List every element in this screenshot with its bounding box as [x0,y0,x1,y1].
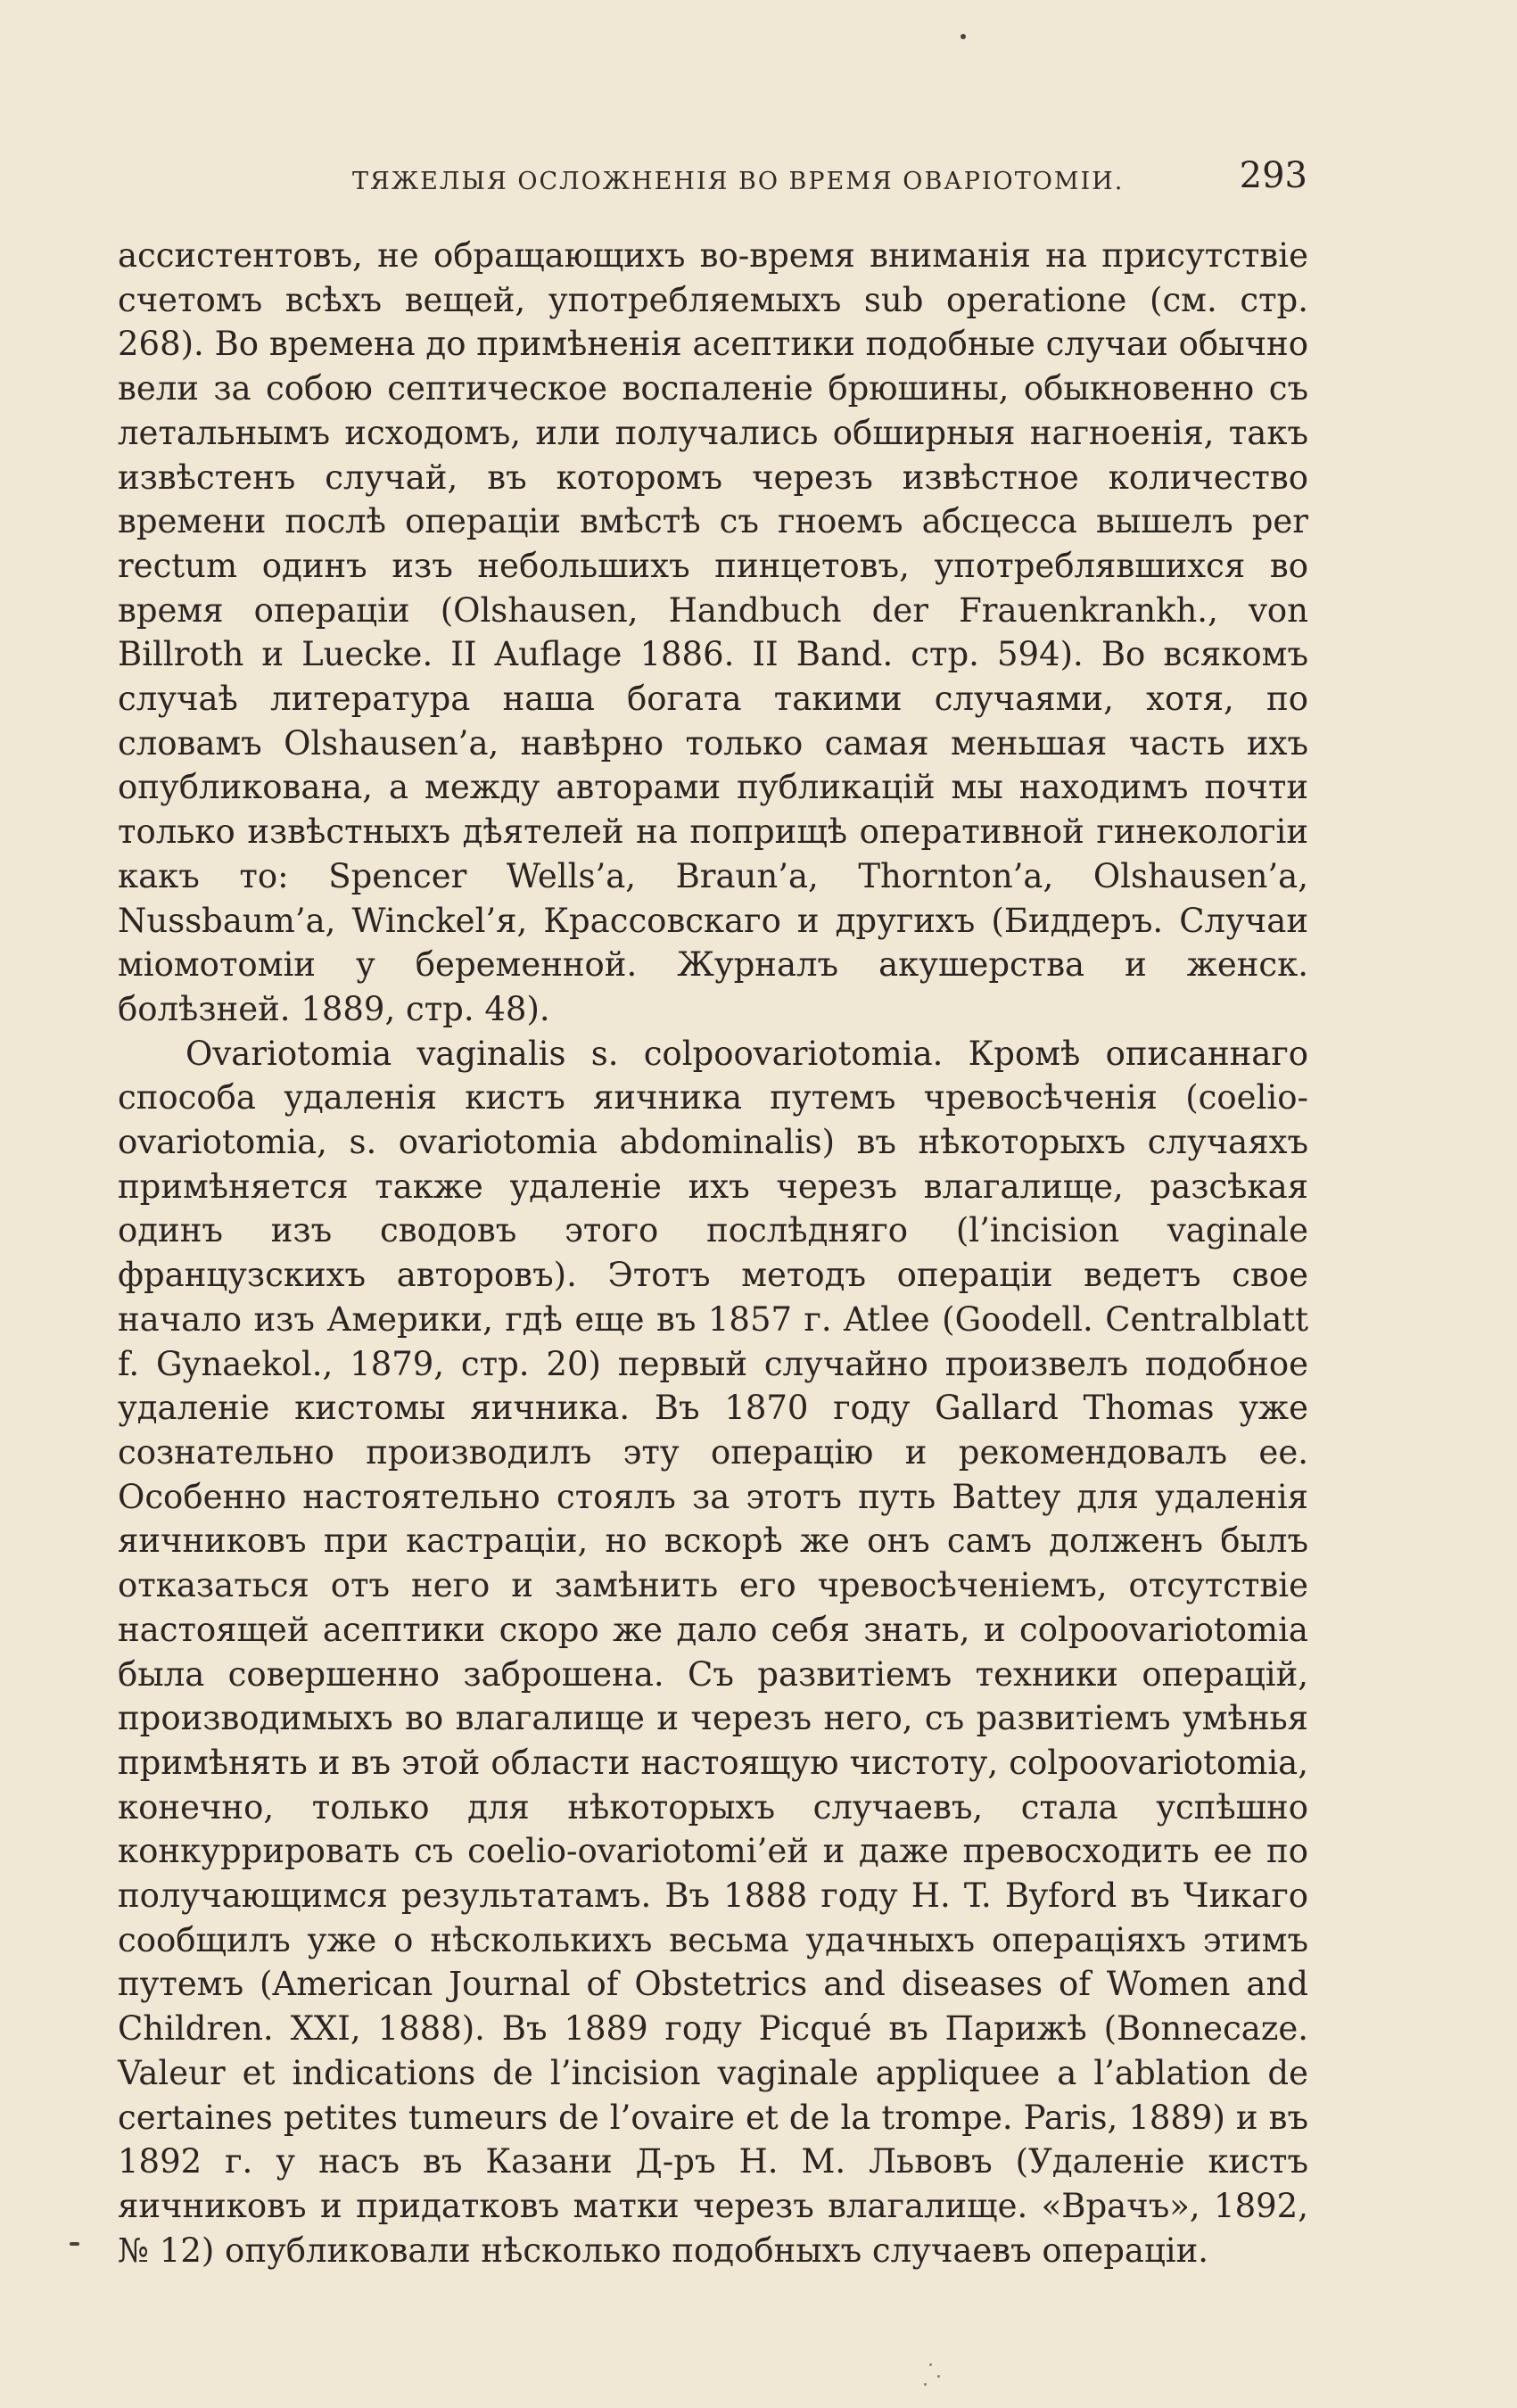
bottom-speckle [937,2375,940,2378]
text-body [118,234,1308,2272]
paragraph-1: ассистентовъ, не обращающихъ во-время вниманія на присутствіе счетомъ всѣхъ вещей, употребляемыхъ sub operatione (см. стр. 268). Во времена до примѣненія асептики подобные случаи обычно вели за собою септическое воспаленіе брюшины, обыкновенно съ летальнымъ исходомъ, или получались обширныя нагноенія, такъ извѣстенъ случай, въ которомъ черезъ извѣстное количество времени послѣ операціи вмѣстѣ съ гноемъ абсцесса вышелъ per rectum одинъ изъ небольшихъ пинцетовъ, употреблявшихся во время операціи (Olshausen, Handbuch der Frauenkrankh., von Billroth и Luecke. II Auflage 1886. II Band. стр. 594). Во всякомъ случаѣ литература наша богата такими случаями, хотя, по словамъ Olshausen’а, навѣрно только самая меньшая часть ихъ опубликована, а между авторами публикацій мы находимъ почти только извѣстныхъ дѣятелей на поприщѣ оперативной гинекологіи какъ то: Spencer Wells’а, Braun’а, Thornton’а, Olshausen’а, Nussbaum’а, Winckel’я, Крассовскаго и другихъ (Биддеръ. Случаи міомотоміи у беременной. Журналъ акушерства и женск. болѣзней. 1889, стр. 48). [118,236,1308,1028]
paragraph-2: Ovariotomia vaginalis s. colpoovariotomia. Кромѣ описаннаго способа удаленія кистъ яичника путемъ чревосѣченія (coelio-ovariotomia, s. ovariotomia abdominalis) въ нѣкоторыхъ случаяхъ примѣняется также удаленіе ихъ черезъ влагалище, разсѣкая одинъ изъ сводовъ этого послѣдняго (l’incision vaginale французскихъ авторовъ). Этотъ методъ операціи ведетъ свое начало изъ Америки, гдѣ еще въ 1857 г. Atlee (Goodell. Centralblatt f. Gynaekol., 1879, стр. 20) первый случайно произвелъ подобное удаленіе кистомы яичника. Въ 1870 году Gallard Thomas уже сознательно производилъ эту операцію и рекомендовалъ ее. Особенно настоятельно стоялъ за этотъ путь Battey для удаленія яичниковъ при кастраціи, но вскорѣ же онъ самъ долженъ былъ отказаться отъ него и замѣнить его чревосѣченіемъ, отсутствіе настоящей асептики скоро же дало себя знать, и colpoovariotomia была совершенно заброшена. Съ развитіемъ техники операцій, производимыхъ во влагалище и черезъ него, съ развитіемъ умѣнья примѣнять и въ этой области настоящую чистоту, colpoovariotomia, конечно, только для нѣкоторыхъ случаевъ, стала успѣшно конкуррировать съ coelio-ovariotomi’ей и даже превосходить ее по получающимся результатамъ. Въ 1888 году H. T. Byford въ Чикаго сообщилъ уже о нѣсколькихъ весьма удачныхъ операціяхъ этимъ путемъ (American Journal of Obstetrics and diseases of Women and Children. XXI, 1888). Въ 1889 году Picqué въ Парижѣ (Bonnecaze. Valeur et indications de l’incision vaginale appliquee a l’ablation de certaines petites tumeurs de l’ovaire et de la trompe. Paris, 1889) и въ 1892 г. у насъ въ Казани Д-ръ Н. М. Львовъ (Удаленіе кистъ яичниковъ и придатковъ матки черезъ влагалище. «Врачъ», 1892, № 12) опубликовали нѣсколько подобныхъ случаевъ операціи. [118,1034,1308,2270]
page-number: 293 [1239,155,1307,196]
margin-dash-mark [70,2242,79,2246]
running-head [116,155,1307,209]
bottom-speckle [924,2383,927,2386]
bottom-speckle [929,2363,932,2366]
top-dot-mark [960,34,966,39]
running-title: ТЯЖЕЛЫЯ ОСЛОЖНЕНІЯ ВО ВРЕМЯ ОВАРІОТОМІИ. [352,168,1125,195]
